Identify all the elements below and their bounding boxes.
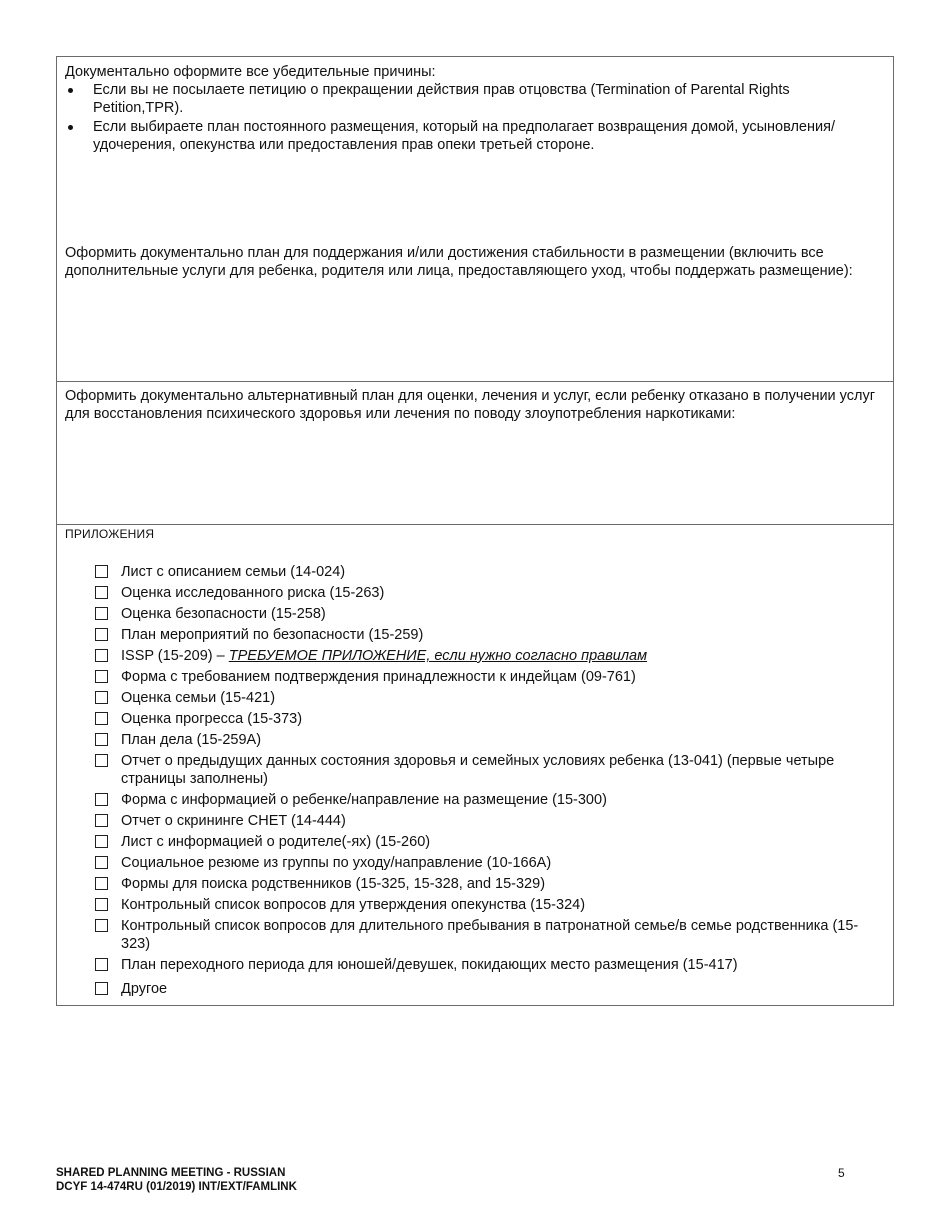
section-divider xyxy=(57,381,893,382)
required-note: ТРЕБУЕМОЕ ПРИЛОЖЕНИЕ, если нужно согласно правилам xyxy=(228,648,648,664)
bullet-icon xyxy=(68,125,73,130)
bullet-icon xyxy=(68,88,73,93)
attachment-item-0[interactable]: Лист с описанием семьи (14-024) xyxy=(95,563,883,581)
attachment-item-13[interactable]: Социальное резюме из группы по уходу/направление (10-166A) xyxy=(95,854,883,872)
section3-text: Оформить документально альтернативный план для оценки, лечения и услуг, если ребенку отказано в получении услуг для восстановления психического здоровья или лечения по поводу злоупотребления наркотиками: xyxy=(65,388,876,422)
checkbox[interactable] xyxy=(95,958,108,971)
attachment-item-3[interactable]: План мероприятий по безопасности (15-259) xyxy=(95,626,883,644)
page-number: 5 xyxy=(838,1166,845,1180)
checkbox[interactable] xyxy=(95,835,108,848)
checkbox[interactable] xyxy=(95,877,108,890)
checkbox[interactable] xyxy=(95,565,108,578)
section1-text xyxy=(65,63,881,155)
checkbox[interactable] xyxy=(95,814,108,827)
checkbox[interactable] xyxy=(95,982,108,995)
section1-bullets xyxy=(65,81,881,154)
footer-title: SHARED PLANNING MEETING - RUSSIAN xyxy=(56,1167,286,1179)
checkbox[interactable] xyxy=(95,712,108,725)
bullet-item: Если вы не посылаете петицию о прекращении действия прав отцовства (Termination of Parental Rights Petition,TPR). xyxy=(65,81,881,117)
checkbox[interactable] xyxy=(95,733,108,746)
section-divider xyxy=(57,524,893,525)
checkbox[interactable] xyxy=(95,607,108,620)
checkbox[interactable] xyxy=(95,628,108,641)
attachment-item-1[interactable]: Оценка исследованного риска (15-263) xyxy=(95,584,883,602)
checkbox[interactable] xyxy=(95,754,108,767)
attachment-item-17[interactable]: План переходного периода для юношей/девушек, покидающих место размещения (15-417) xyxy=(95,956,883,974)
attachment-item-11[interactable]: Отчет о скрининге CHET (14-444) xyxy=(95,812,883,830)
attachment-item-14[interactable]: Формы для поиска родственников (15-325, 15-328, and 15-329) xyxy=(95,875,883,893)
checkbox[interactable] xyxy=(95,649,108,662)
attachment-item-16[interactable]: Контрольный список вопросов для длительного пребывания в патронатной семье/в семье родственника (15-323) xyxy=(95,917,883,953)
attachment-item-15[interactable]: Контрольный список вопросов для утверждения опекунства (15-324) xyxy=(95,896,883,914)
checkbox[interactable] xyxy=(95,691,108,704)
attachment-item-10[interactable]: Форма с информацией о ребенке/направление на размещение (15-300) xyxy=(95,791,883,809)
attachment-item-6[interactable]: Оценка семьи (15-421) xyxy=(95,689,883,707)
attachments-title: ПРИЛОЖЕНИЯ xyxy=(65,527,155,541)
attachment-item-2[interactable]: Оценка безопасности (15-258) xyxy=(95,605,883,623)
section2-text: Оформить документально план для поддержания и/или достижения стабильности в размещении (включить все дополнительные услуги для ребенка, родителя или лица, предоставляющего уход, чтобы поддержать размещение): xyxy=(65,245,853,279)
attachment-item-18[interactable]: Другое xyxy=(95,980,883,998)
attachment-item-9[interactable]: Отчет о предыдущих данных состояния здоровья и семейных условиях ребенка (13-041) (первые четыре страницы заполнены) xyxy=(95,752,883,788)
bullet-item: Если выбираете план постоянного размещения, который на предполагает возвращения домой, усыновления/удочерения, опекунства или предоставления прав опеки третьей стороне. xyxy=(65,118,881,154)
checkbox[interactable] xyxy=(95,670,108,683)
checkbox[interactable] xyxy=(95,793,108,806)
footer-form-info xyxy=(56,1166,297,1194)
attachment-item-12[interactable]: Лист с информацией о родителе(-ях) (15-260) xyxy=(95,833,883,851)
attachment-item-7[interactable]: Оценка прогресса (15-373) xyxy=(95,710,883,728)
attachment-item-8[interactable]: План дела (15-259A) xyxy=(95,731,883,749)
form-frame xyxy=(56,56,894,1006)
attachment-item-5[interactable]: Форма с требованием подтверждения принадлежности к индейцам (09-761) xyxy=(95,668,883,686)
checkbox[interactable] xyxy=(95,856,108,869)
checkbox[interactable] xyxy=(95,898,108,911)
section1-heading: Документально оформите все убедительные причины: xyxy=(65,64,436,80)
checkbox[interactable] xyxy=(95,586,108,599)
checkbox[interactable] xyxy=(95,919,108,932)
footer-form-code: DCYF 14-474RU (01/2019) INT/EXT/FAMLINK xyxy=(56,1181,297,1193)
attachment-item-4[interactable]: ISSP (15-209) – ТРЕБУЕМОЕ ПРИЛОЖЕНИЕ, если нужно согласно правилам xyxy=(95,647,883,665)
